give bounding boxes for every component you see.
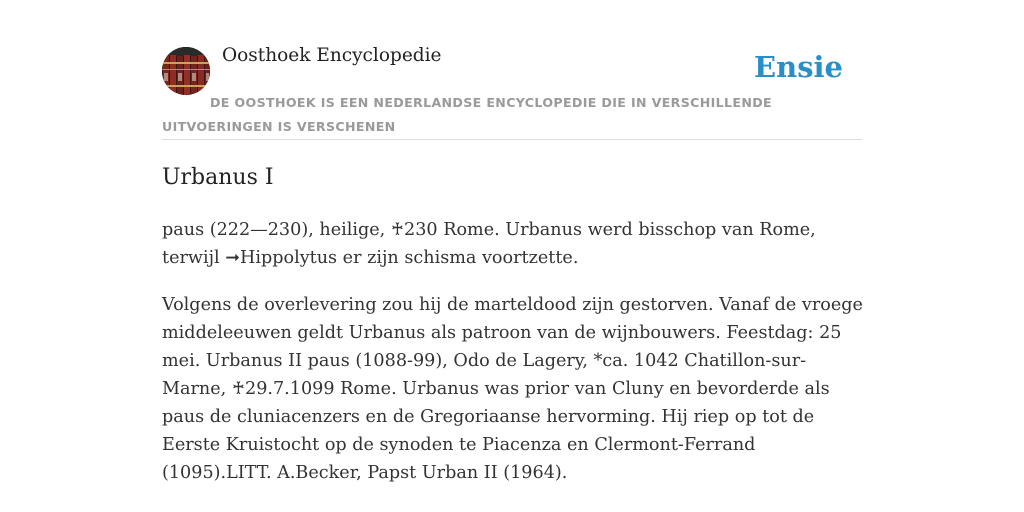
site-tagline: DE OOSTHOEK IS EEN NEDERLANDSE ENCYCLOPEDIE DIE IN VERSCHILLENDE UITVOERINGEN IS VERSCHENEN [162,95,773,134]
article-paragraph: paus (222—230), heilige, ♰230 Rome. Urbanus werd bisschop van Rome, terwijl ➞Hippolytus er zijn schisma voortzette. [162,220,816,268]
header-divider [162,139,862,140]
site-name[interactable]: Oosthoek Encyclopedie [222,45,442,66]
article-paragraph: Volgens de overlevering zou hij de marteldood zijn gestorven. Vanaf de vroege middeleeuwen geldt Urbanus als patroon van de wijnbouwers. Feestdag: 25 mei. Urbanus II paus (1088-99), Odo de Lagery, *ca. 1042 Chatillon-sur-Marne, ♰29.7.1099 Rome. Urbanus was prior van Cluny en bevorderde als paus de cluniacenzers en de Gregoriaanse hervorming. Hij riep op tot de Eerste Kruistocht op de synoden te Piacenza en Clermont-Ferrand (1095).LITT. A.Becker, Papst Urban II (1964). [162,295,863,483]
article-body [162,216,867,506]
encyclopedia-books-icon[interactable] [162,47,210,95]
brand-logo[interactable]: Ensie [754,50,843,84]
article-title: Urbanus I [162,165,274,190]
